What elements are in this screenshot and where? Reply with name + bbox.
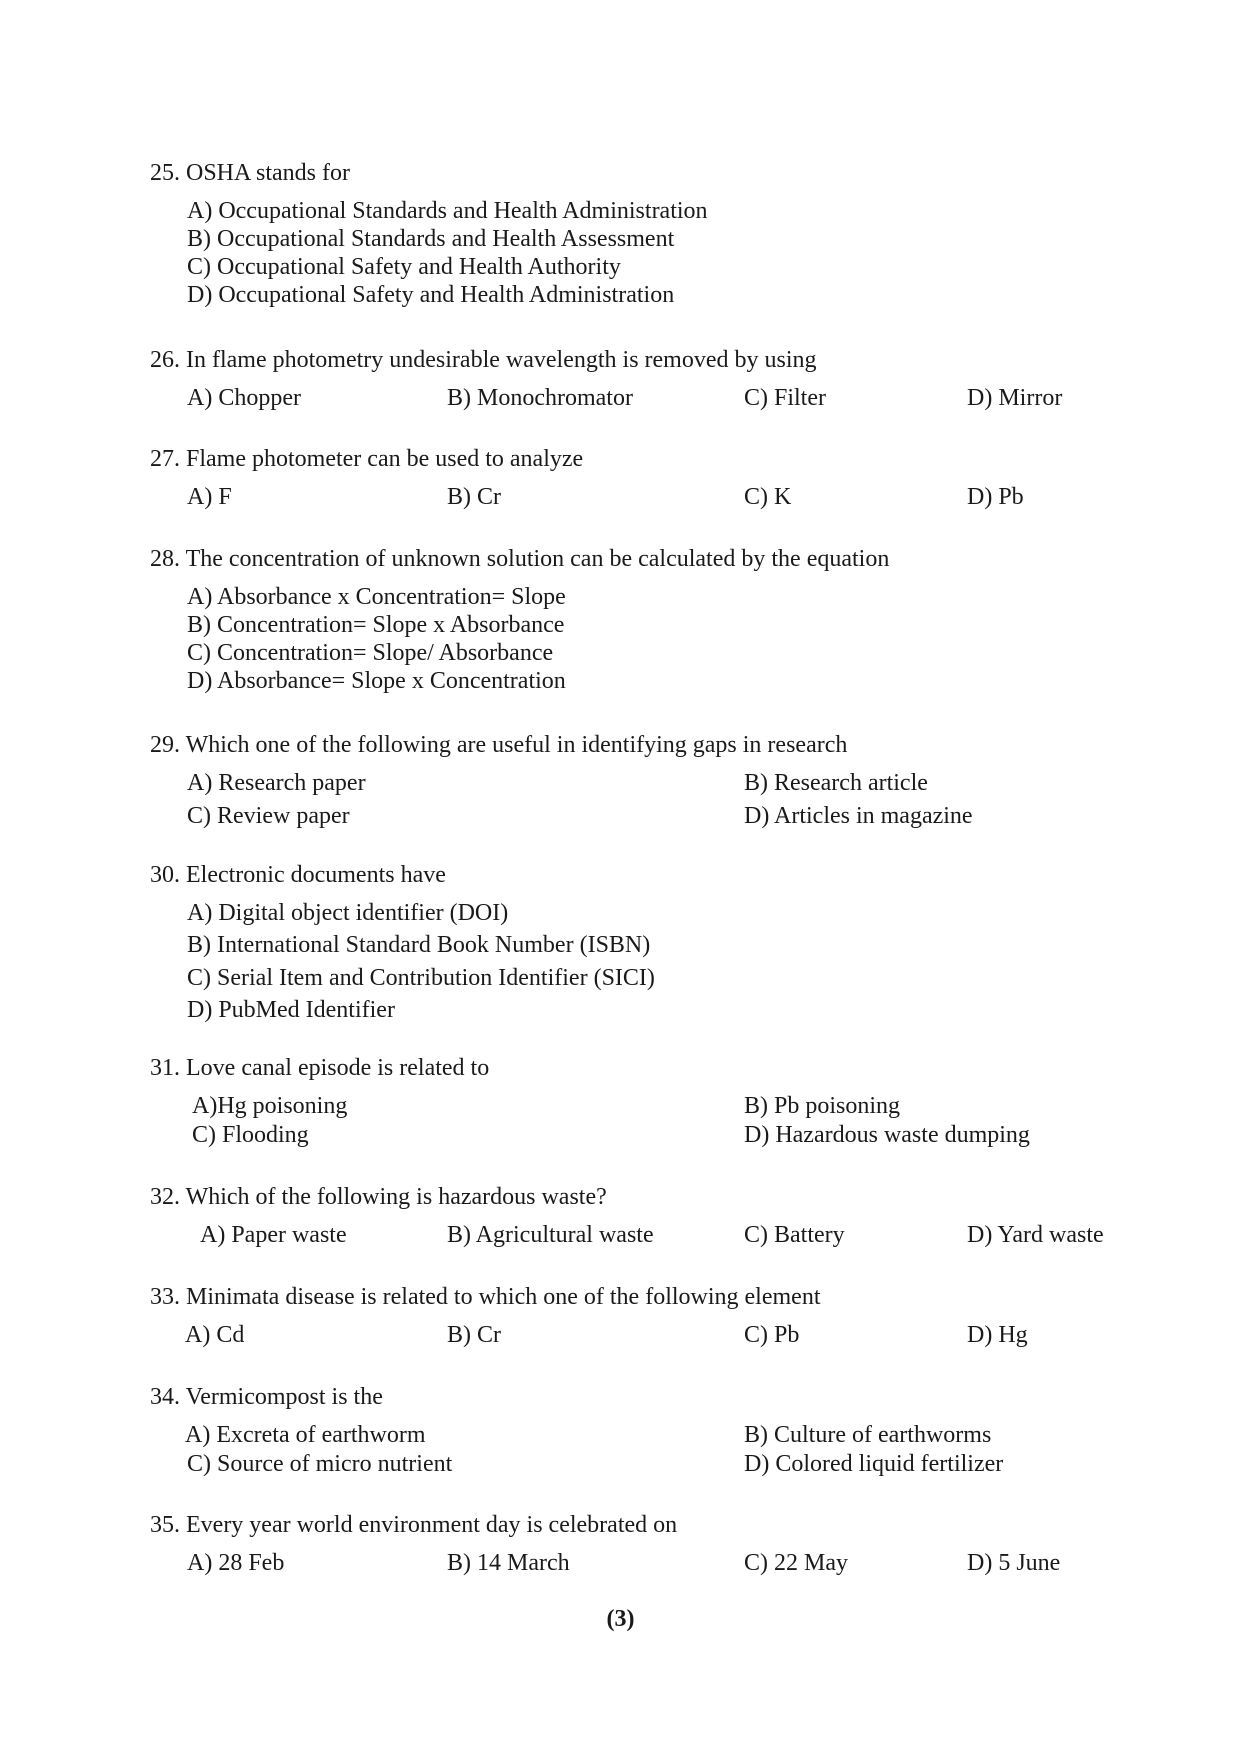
option-c: C) Occupational Safety and Health Authority <box>187 254 621 280</box>
question-31 <box>150 1053 1150 1151</box>
option-c: C) Source of micro nutrient <box>187 1451 453 1477</box>
question-29 <box>150 730 1150 832</box>
option-b: B) International Standard Book Number (ISBN) <box>187 932 651 958</box>
question-stem: 32. Which of the following is hazardous waste? <box>150 1184 607 1210</box>
option-c: C) Filter <box>744 385 826 411</box>
option-b: B) Pb poisoning <box>744 1093 901 1119</box>
option-a: A) Excreta of earthworm <box>185 1422 426 1448</box>
option-b: B) Cr <box>447 1322 501 1348</box>
option-c: C) K <box>744 484 792 510</box>
option-c: C) Flooding <box>192 1122 309 1148</box>
question-32 <box>150 1182 1150 1252</box>
option-a: A) Digital object identifier (DOI) <box>187 900 509 926</box>
option-a: A) Paper waste <box>200 1222 347 1248</box>
question-stem: 27. Flame photometer can be used to analyze <box>150 446 584 472</box>
option-a: A) Chopper <box>187 385 301 411</box>
question-stem: 26. In flame photometry undesirable wavelength is removed by using <box>150 347 817 373</box>
option-a: A) 28 Feb <box>187 1550 285 1576</box>
option-b: B) Cr <box>447 484 501 510</box>
question-stem: 33. Minimata disease is related to which one of the following element <box>150 1284 821 1310</box>
option-c: C) Serial Item and Contribution Identifier (SICI) <box>187 965 655 991</box>
question-25 <box>150 158 1150 310</box>
option-c: C) Pb <box>744 1322 800 1348</box>
option-d: D) Articles in magazine <box>744 803 973 829</box>
question-26 <box>150 345 1150 415</box>
option-a: A) F <box>187 484 232 510</box>
question-stem: 28. The concentration of unknown solution can be calculated by the equation <box>150 546 890 572</box>
question-stem: 34. Vermicompost is the <box>150 1384 383 1410</box>
question-27 <box>150 444 1150 514</box>
option-a: A) Cd <box>185 1322 245 1348</box>
option-d: D) Hazardous waste dumping <box>744 1122 1030 1148</box>
option-d: D) PubMed Identifier <box>187 997 395 1023</box>
option-d: D) Pb <box>967 484 1024 510</box>
option-a: A) Occupational Standards and Health Administration <box>187 198 708 224</box>
question-stem: 31. Love canal episode is related to <box>150 1055 490 1081</box>
option-b: B) Agricultural waste <box>447 1222 654 1248</box>
option-d: D) Colored liquid fertilizer <box>744 1451 1004 1477</box>
option-b: B) Monochromator <box>447 385 633 411</box>
option-d: D) Absorbance= Slope x Concentration <box>187 668 566 694</box>
option-d: D) Hg <box>967 1322 1028 1348</box>
question-stem: 29. Which one of the following are useful in identifying gaps in research <box>150 732 848 758</box>
option-c: C) Concentration= Slope/ Absorbance <box>187 640 554 666</box>
page-number: (3) <box>606 1606 635 1632</box>
option-c: C) Review paper <box>187 803 350 829</box>
question-30 <box>150 860 1150 1023</box>
option-a: A) Absorbance x Concentration= Slope <box>187 584 566 610</box>
option-b: B) Concentration= Slope x Absorbance <box>187 612 565 638</box>
option-b: B) Occupational Standards and Health Assessment <box>187 226 675 252</box>
option-a: A)Hg poisoning <box>192 1093 348 1119</box>
option-d: D) 5 June <box>967 1550 1061 1576</box>
question-stem: 35. Every year world environment day is celebrated on <box>150 1512 678 1538</box>
option-c: C) Battery <box>744 1222 845 1248</box>
question-35 <box>150 1510 1150 1580</box>
question-33 <box>150 1282 1150 1352</box>
option-d: D) Mirror <box>967 385 1063 411</box>
option-d: D) Occupational Safety and Health Administration <box>187 282 675 308</box>
question-28 <box>150 544 1150 696</box>
option-b: B) 14 March <box>447 1550 570 1576</box>
question-stem: 25. OSHA stands for <box>150 160 351 186</box>
option-d: D) Yard waste <box>967 1222 1104 1248</box>
question-34 <box>150 1382 1150 1480</box>
option-a: A) Research paper <box>187 770 366 796</box>
option-c: C) 22 May <box>744 1550 848 1576</box>
option-b: B) Culture of earthworms <box>744 1422 992 1448</box>
option-b: B) Research article <box>744 770 928 796</box>
question-stem: 30. Electronic documents have <box>150 862 446 888</box>
